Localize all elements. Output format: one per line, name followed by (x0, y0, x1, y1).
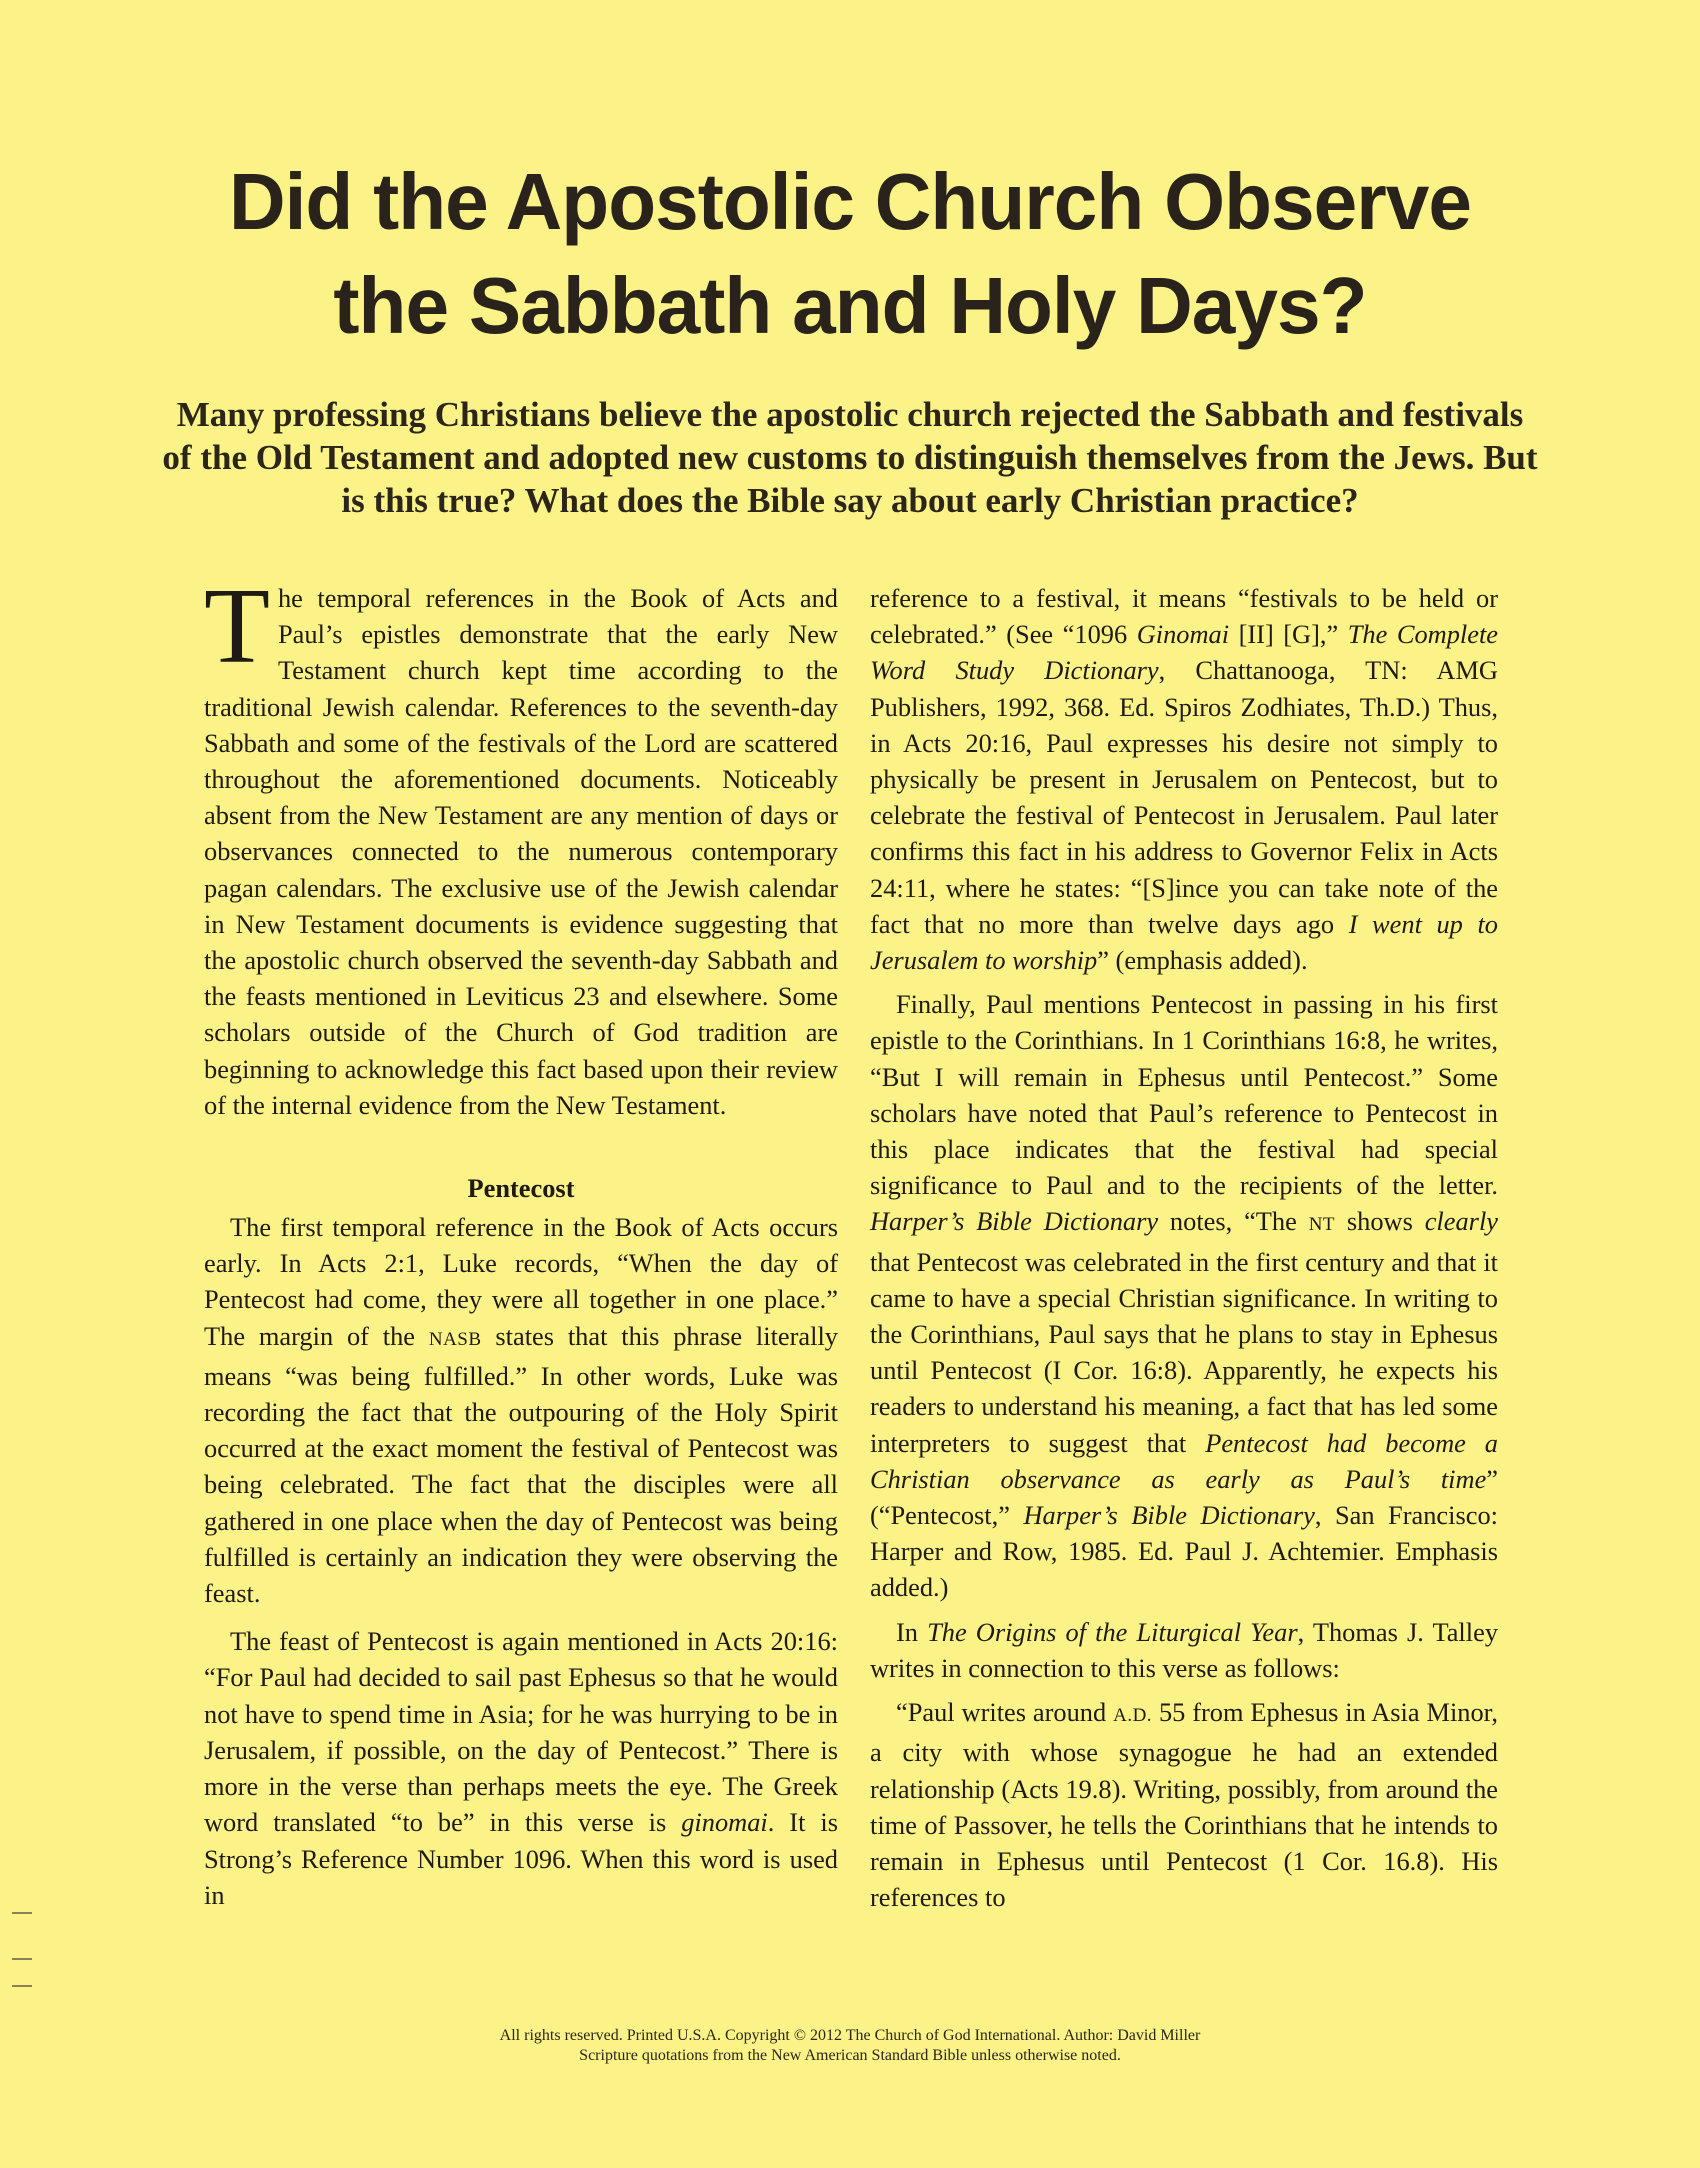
copyright-line: All rights reserved. Printed U.S.A. Copyright © 2012 The Church of God International. Author: David Miller (499, 2027, 1201, 2044)
body-paragraph (870, 1614, 1498, 1686)
text-run: , Chattanooga, TN: AMG Publishers, 1992, 368. Ed. Spiros Zodhiates, Th.D.) Thus, in Acts 20:16, Paul expresses his desire not simply to physically be present in Jerusalem on Pentecost, but to celebrate the festival of Pentecost in Jerusalem. Paul later confirms this fact in his address to Governor Felix in Acts 24:11, where he states: “[S]ince you can take note of the fact that no more than twelve days ago (870, 655, 1498, 939)
scan-edge-mark (12, 1958, 32, 1960)
left-column (204, 567, 838, 1913)
text-run: [II] [G],” (1229, 619, 1348, 650)
copyright-footer (300, 2026, 1400, 2066)
text-run: The first temporal reference in the Book of Acts occurs early. In Acts 2:1, Luke records, “When the day of Pentecost had come, they were all together in one place.” The margin of the (204, 1212, 838, 1351)
text-run: reference to a festival, it means “festivals to be held or celebrated.” (See “1096 (870, 583, 1498, 650)
italic-book-title: Harper’s Bible Dictionary (870, 1206, 1159, 1237)
small-caps-abbreviation: A.D. (1113, 1705, 1153, 1727)
text-run: “Paul writes around (896, 1697, 1114, 1728)
small-caps-abbreviation: NT (1308, 1214, 1336, 1236)
body-paragraph (870, 986, 1498, 1605)
section-heading-pentecost: Pentecost (467, 1173, 575, 1204)
text-run: 55 from Ephesus in Asia Minor, a city with whose synagogue he had an extended relationship (Acts 19.8). Writing, possibly, from around the time of Passover, he tells the Corinthians that he intends to remain in Ephesus until Pentecost (1 Cor. 16.8). His references to (870, 1697, 1499, 1913)
scripture-note: Scripture quotations from the New American Standard Bible unless otherwise noted. (579, 2047, 1121, 2064)
page-title (135, 150, 1566, 358)
title-line-2: the Sabbath and Holy Days? (333, 261, 1367, 350)
italic-book-title: The Origins of the Liturgical Year (927, 1616, 1298, 1647)
intro-deck: Many professing Christians believe the apostolic church rejected the Sabbath and festivals of the Old Testament and adopted new customs to distinguish themselves from the Jews. But is this true? What does the Bible say about early Christian practice? (162, 395, 1538, 520)
italic-emphasis: clearly (1424, 1206, 1498, 1237)
italic-book-title: Harper’s Bible Dictionary (1023, 1500, 1315, 1531)
text-run: ” (emphasis added). (1097, 945, 1308, 976)
opening-paragraph-text: he temporal references in the Book of Acts and Paul’s epistles demonstrate that the early New Testament church kept time according to the traditional Jewish calendar. References to the seventh-day Sabbath and some of the festivals of the Lord are scattered throughout the aforementioned documents. Noticeably absent from the New Testament are any mention of days or observances connected to the numerous contemporary pagan calendars. The exclusive use of the Jewish calendar in New Testament documents is evidence suggesting that the apostolic church observed the seventh-day Sabbath and the feasts mentioned in Leviticus 23 and elsewhere. Some scholars outside of the Church of God tradition are beginning to acknowledge this fact based upon their review of the internal evidence from the New Testament. (204, 583, 838, 1120)
text-run: . It is Strong’s Reference Number 1096. When this word is used in (204, 1807, 838, 1910)
text-run: , Thomas J. Talley writes in connection to this verse as follows: (870, 1616, 1499, 1683)
italic-book-title: The Complete Word Study Dictionary (870, 619, 1498, 686)
opening-paragraph (204, 567, 838, 1123)
text-run: Finally, Paul mentions Pentecost in passing in his first epistle to the Corinthians. In 1 Corinthians 16:8, he writes, “But I will remain in Ephesus until Pentecost.” Some scholars have noted that Paul’s reference to Pentecost in this place indicates that the festival had special significance to Paul and to the recipients of the letter. (870, 989, 1498, 1201)
drop-cap: T (204, 567, 270, 686)
text-run: shows (1335, 1206, 1425, 1237)
title-line-1: Did the Apostolic Church Observe (228, 157, 1472, 246)
italic-term: ginomai (681, 1807, 768, 1838)
scan-edge-mark (12, 1912, 32, 1914)
italic-term: Ginomai (1136, 619, 1230, 650)
body-paragraph (870, 580, 1498, 978)
quotation-paragraph (870, 1694, 1498, 1915)
text-run: , San Francisco: Harper and Row, 1985. Ed. Paul J. Achtemier. Emphasis added.) (870, 1500, 1498, 1603)
body-paragraph (204, 1209, 838, 1611)
right-column (870, 580, 1498, 1915)
text-run: that Pentecost was celebrated in the first century and that it came to have a special Christian significance. In writing to the Corinthians, Paul says that he plans to stay in Ephesus until Pentecost (I Cor. 16:8). Apparently, he expects his readers to understand his meaning, a fact that has led some interpreters to suggest that (870, 1246, 1498, 1458)
text-run: The feast of Pentecost is again mentioned in Acts 20:16: “For Paul had decided to sail past Ephesus so that he would not have to spend time in Asia; for he was hurrying to be in Jerusalem, if possible, on the day of Pentecost.” There is more in the verse than perhaps meets the eye. The Greek word translated “to be” in this verse is (204, 1626, 838, 1838)
text-run: In (896, 1616, 928, 1647)
text-run: ” (“Pentecost,” (870, 1463, 1498, 1531)
italic-emphasis: Pentecost had become a Christian observance as early as Paul’s time (870, 1427, 1499, 1494)
text-run: states that this phrase literally means “was being fulfilled.” In other words, Luke was recording the fact that the outpouring of the Holy Spirit occurred at the exact moment the festival of Pentecost was being celebrated. The fact that the disciples were all gathered in one place when the day of Pentecost was being fulfilled is certainly an indication they were observing the feast. (204, 1320, 838, 1609)
small-caps-abbreviation: NASB (428, 1328, 482, 1350)
body-paragraph (204, 1623, 838, 1913)
italic-emphasis: I went up to Jerusalem to worship (870, 908, 1498, 976)
scan-edge-mark (12, 1985, 32, 1987)
text-run: notes, “The (1158, 1206, 1309, 1237)
